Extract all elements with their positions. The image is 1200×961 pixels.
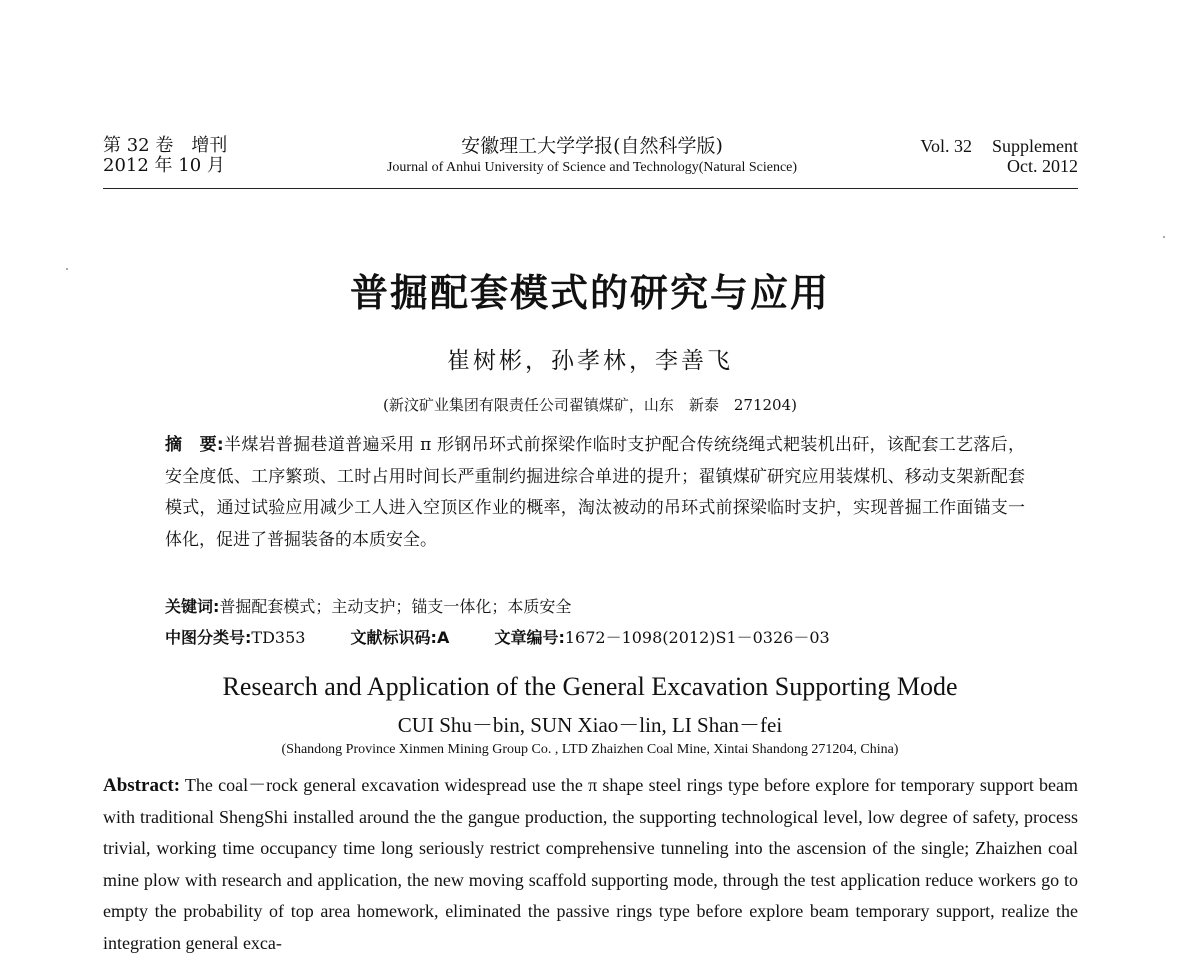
authors-cn: 崔树彬，孙孝林，李善飞 <box>447 348 733 374</box>
header-center <box>322 136 862 178</box>
doc-code-label: 文献标识码: <box>350 628 437 647</box>
header-left <box>103 136 227 176</box>
abstract-cn-label: 摘 要: <box>165 435 224 455</box>
doc-code-item <box>351 628 450 647</box>
article-no-value: 1672－1098(2012)S1－0326－03 <box>564 628 830 647</box>
clc-item <box>165 628 305 647</box>
paper-title-cn: 普掘配套模式的研究与应用 <box>349 270 830 315</box>
supplement-en: Supplement <box>992 136 1078 156</box>
doc-code-value: A <box>436 628 450 647</box>
date-cn: 2012 年 10 月 <box>103 155 225 176</box>
paper-title-en: Research and Application of the General Excavation Supporting Mode <box>222 672 958 701</box>
abstract-cn-text: 半煤岩普掘巷道普遍采用 π 形钢吊环式前探梁作临时支护配合传统绕绳式耙装机出矸，该配套工艺落后，安全度低、工序繁琐、工时占用时间长严重制约掘进综合单进的提升；翟镇煤矿研究应用装煤机、移动支架新配套模式，通过试验应用减少工人进入空顶区作业的概率，淘汰被动的吊环式前探梁临时支护，实现普掘工作面锚支一体化，促进了普掘装备的本质安全。 <box>165 435 1025 550</box>
article-no-label: 文章编号: <box>494 628 565 647</box>
clc-label: 中图分类号: <box>165 628 252 647</box>
keywords-cn <box>165 594 571 617</box>
scan-speck <box>66 268 68 270</box>
affiliation-en: (Shandong Province Xinmen Mining Group Co. , LTD Zhaizhen Coal Mine, Xintai Shandong 271204, China) <box>281 742 899 757</box>
journal-name-en: Journal of Anhui University of Science and Technology(Natural Science) <box>386 160 798 175</box>
classification-row <box>165 625 870 648</box>
abstract-cn <box>165 430 1025 556</box>
abstract-en <box>103 770 1078 959</box>
abstract-en-text: The coal－rock general excavation widespread use the π shape steel rings type before explore for temporary support beam with traditional ShengShi installed around the the gangue production, the supporting technological level, low degree of safety, process trivial, working time occupancy time long seriously restrict comprehensive tunneling into the ascension of the single; Zhaizhen coal mine plow with research and application, the new moving scaffold supporting mode, through the test application reduce workers go to empty the probability of top area homework, eliminated the passive rings type before explore beam temporary support, realize the integration general exca- <box>103 775 1078 953</box>
date-en: Oct. 2012 <box>1007 156 1078 176</box>
volume-row-en <box>920 136 1078 156</box>
volume-cn: 第 32 卷 增刊 <box>103 135 228 156</box>
keywords-label: 关键词: <box>165 597 220 616</box>
affiliation-cn: (新汶矿业集团有限责任公司翟镇煤矿，山东 新泰 271204) <box>383 396 797 414</box>
clc-value: TD353 <box>251 628 306 647</box>
volume-en: Vol. 32 <box>920 136 972 156</box>
authors-en: CUI Shu－bin, SUN Xiao－lin, LI Shan－fei <box>397 713 783 737</box>
journal-name-cn: 安徽理工大学学报(自然科学版) <box>461 135 723 157</box>
article-no-item <box>494 628 829 647</box>
scan-speck <box>1163 236 1165 238</box>
header-rule <box>103 188 1078 189</box>
abstract-en-label: Abstract: <box>103 775 181 796</box>
header-right <box>920 136 1078 176</box>
keywords-text: 普掘配套模式；主动支护；锚支一体化；本质安全 <box>219 597 572 616</box>
